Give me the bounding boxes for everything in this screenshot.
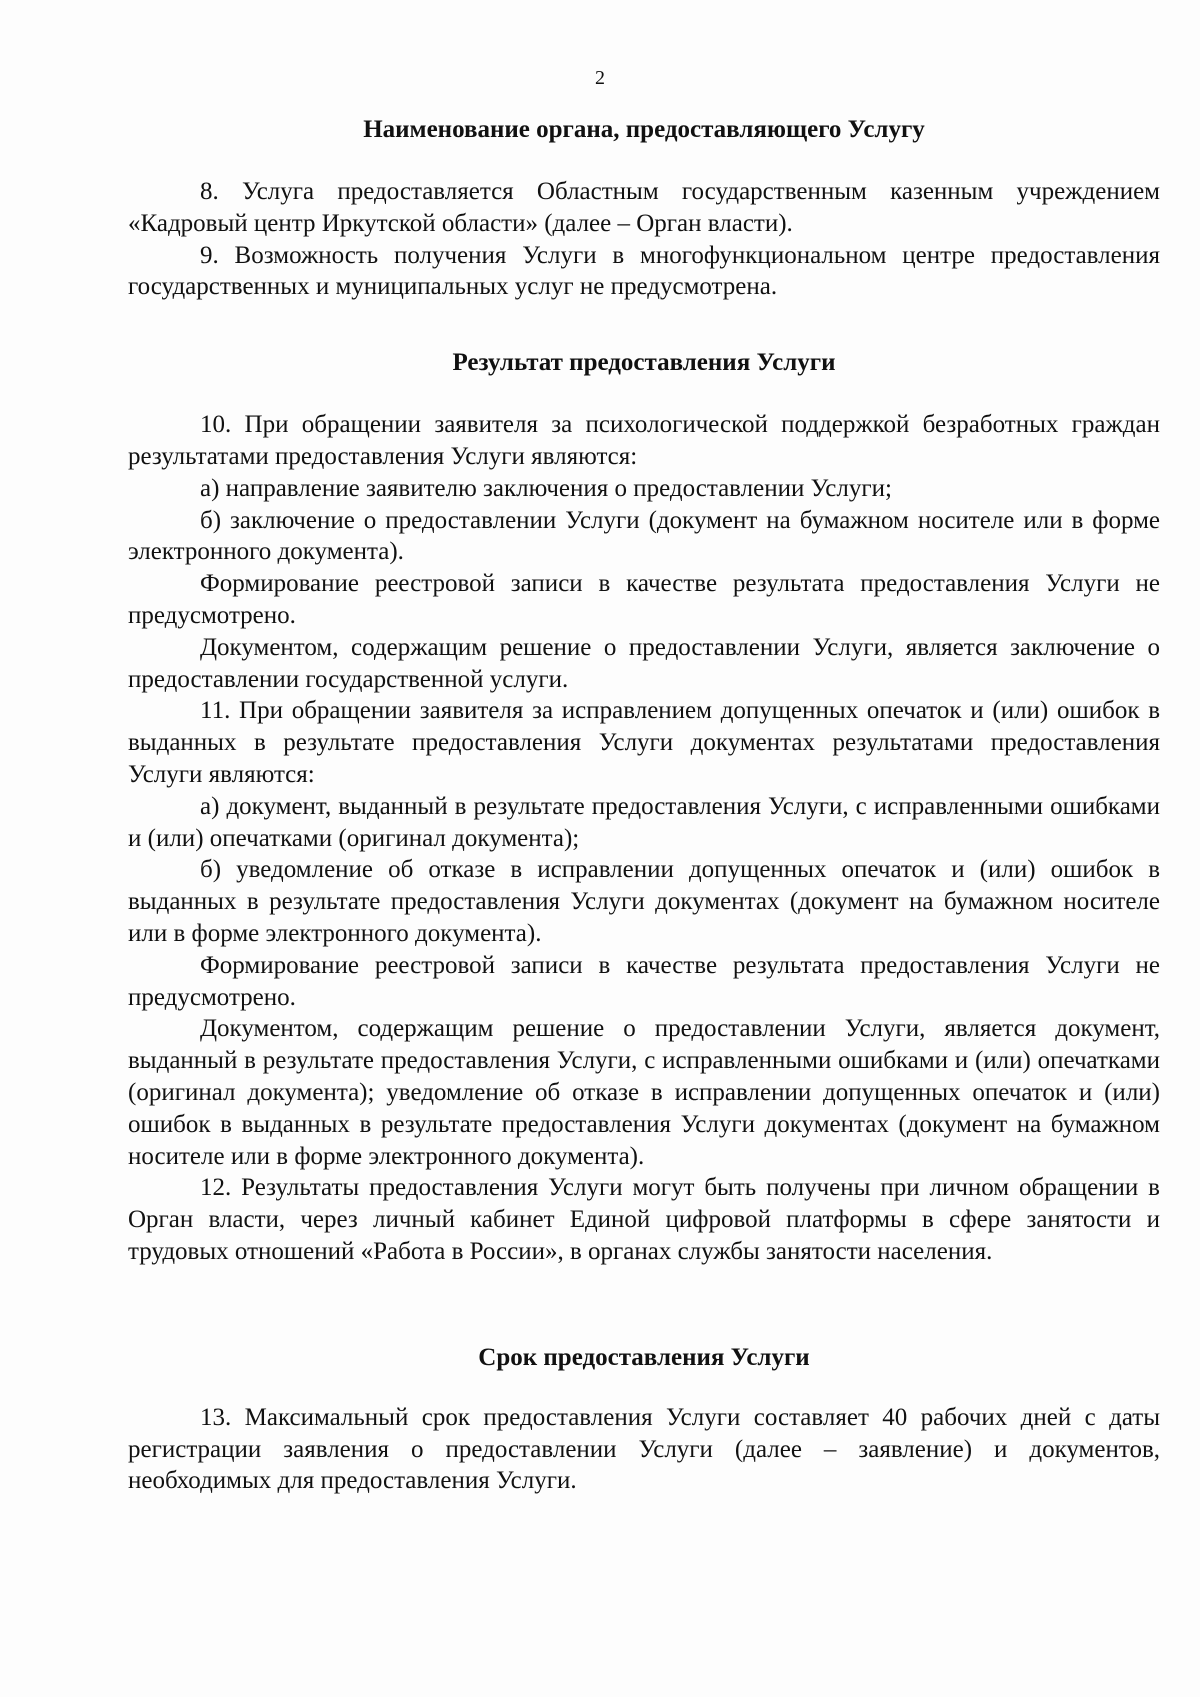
section-service-term	[128, 1342, 1160, 1497]
paragraph: 13. Максимальный срок предоставления Услуги составляет 40 рабочих дней с даты регистрации заявления о предоставлении Услуги (далее – заявление) и документов, необходимых для предоставления Услуги.	[128, 1403, 1160, 1495]
document-body	[128, 110, 1160, 1497]
paragraph: 8. Услуга предоставляется Областным государственным казенным учреждением «Кадровый центр Иркутской области» (далее – Орган власти).	[128, 178, 1160, 237]
paragraph: 12. Результаты предоставления Услуги могут быть получены при личном обращении в Орган власти, через личный кабинет Единой цифровой платформы в сфере занятости и трудовых отношений «Работа в России», в органах службы занятости населения.	[128, 1174, 1160, 1265]
paragraph: 11. При обращении заявителя за исправлением допущенных опечаток и (или) ошибок в выданных в результате предоставления Услуги документах результатами предоставления Услуги являются:	[128, 697, 1160, 788]
paragraph: 10. При обращении заявителя за психологической поддержкой безработных граждан результатами предоставления Услуги являются:	[128, 411, 1160, 470]
section-issuing-body	[128, 114, 1160, 303]
paragraph: Документом, содержащим решение о предоставлении Услуги, является заключение о предоставлении государственной услуги.	[128, 633, 1160, 693]
paragraph: а) документ, выданный в результате предоставления Услуги, с исправленными ошибками и (или) опечатками (оригинал документа);	[128, 792, 1160, 852]
section-heading: Срок предоставления Услуги	[478, 1343, 810, 1371]
paragraph: 9. Возможность получения Услуги в многофункциональном центре предоставления государственных и муниципальных услуг не предусмотрена.	[128, 241, 1160, 301]
paragraph: Документом, содержащим решение о предоставлении Услуги, является документ, выданный в результате предоставления Услуги, с исправленными ошибками и (или) опечатками (оригинал документа); уведомление об отказе в исправлении допущенных опечаток и (или) ошибок в выданных в результате предоставления Услуги документах (документ на бумажном носителе или в форме электронного документа).	[128, 1015, 1160, 1170]
section-heading: Наименование органа, предоставляющего Услугу	[363, 116, 925, 143]
section-heading: Результат предоставления Услуги	[452, 349, 836, 377]
paragraph: Формирование реестровой записи в качестве результата предоставления Услуги не предусмотрено.	[128, 951, 1160, 1011]
section-service-result	[128, 347, 1160, 1268]
paragraph: б) уведомление об отказе в исправлении допущенных опечаток и (или) ошибок в выданных в результате предоставления Услуги документах (документ на бумажном носителе или в форме электронного документа).	[128, 856, 1160, 947]
page-number: 2	[595, 67, 605, 89]
paragraph: Формирование реестровой записи в качестве результата предоставления Услуги не предусмотрено.	[128, 570, 1160, 629]
paragraph: б) заключение о предоставлении Услуги (документ на бумажном носителе или в форме электронного документа).	[128, 506, 1160, 566]
paragraph: а) направление заявителю заключения о предоставлении Услуги;	[200, 474, 892, 502]
